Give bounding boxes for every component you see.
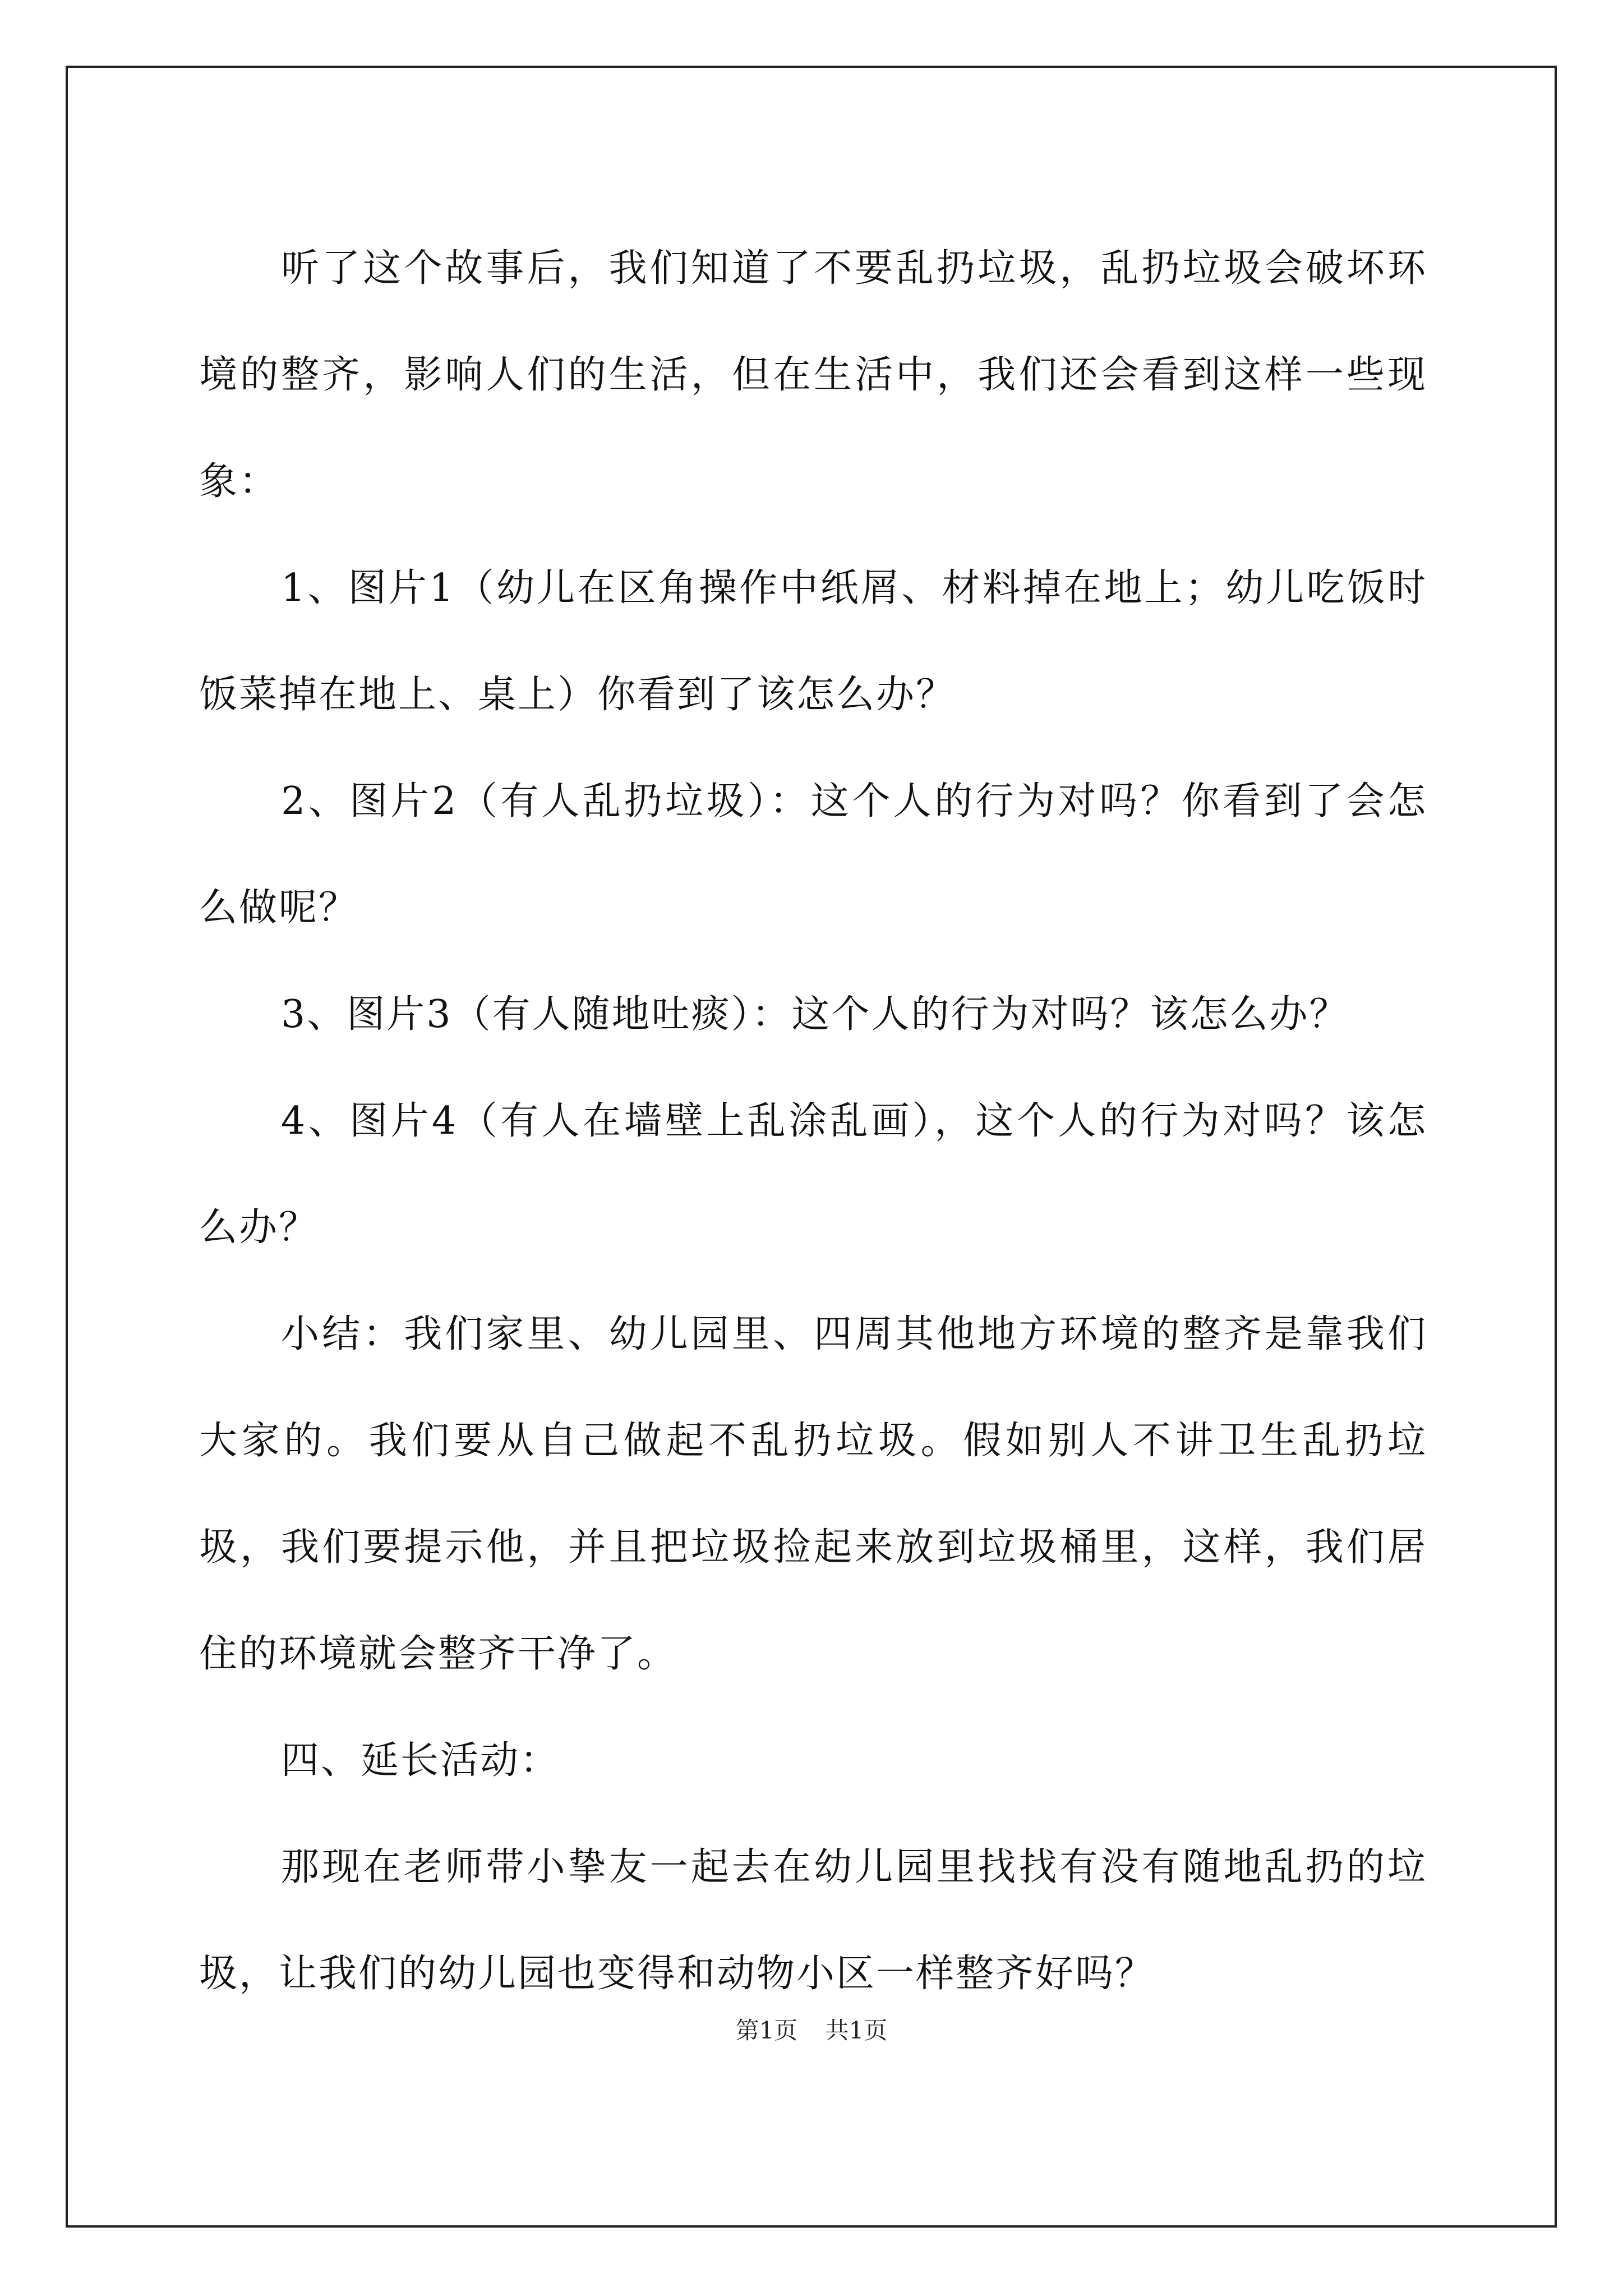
paragraph-summary: 小结：我们家里、幼儿园里、四周其他地方环境的整齐是靠我们大家的。我们要从自己做起不乱扔垃圾。假如别人不讲卫生乱扔垃圾，我们要提示他，并且把垃圾捡起来放到垃圾桶里，这样，我们居住的环境就会整齐干净了。: [199, 1312, 1427, 1676]
page-footer: [0, 2014, 1623, 2047]
paragraph-extension-activity: 那现在老师带小挚友一起去在幼儿园里找找有没有随地乱扔的垃圾，让我们的幼儿园也变得和动物小区一样整齐好吗？: [199, 1845, 1427, 1996]
section-heading-extension: 四、延长活动：: [281, 1738, 560, 1783]
page-total: 共1页: [825, 2017, 888, 2044]
paragraph-story-summary: 听了这个故事后，我们知道了不要乱扔垃圾，乱扔垃圾会破坏环境的整齐，影响人们的生活，但在生活中，我们还会看到这样一些现象：: [199, 246, 1427, 504]
paragraph-picture-2: 2、图片2（有人乱扔垃圾）：这个人的行为对吗？你看到了会怎么做呢？: [199, 779, 1427, 930]
document-body: [199, 215, 1427, 2027]
page-number: 第1页: [735, 2017, 798, 2044]
paragraph-picture-3: 3、图片3（有人随地吐痰）：这个人的行为对吗？该怎么办？: [281, 992, 1349, 1037]
paragraph-picture-1: 1、图片1（幼儿在区角操作中纸屑、材料掉在地上；幼儿吃饭时饭菜掉在地上、桌上）你看到了该怎么办？: [199, 566, 1427, 717]
paragraph-picture-4: 4、图片4（有人在墙壁上乱涂乱画），这个人的行为对吗？该怎么办？: [199, 1099, 1427, 1250]
